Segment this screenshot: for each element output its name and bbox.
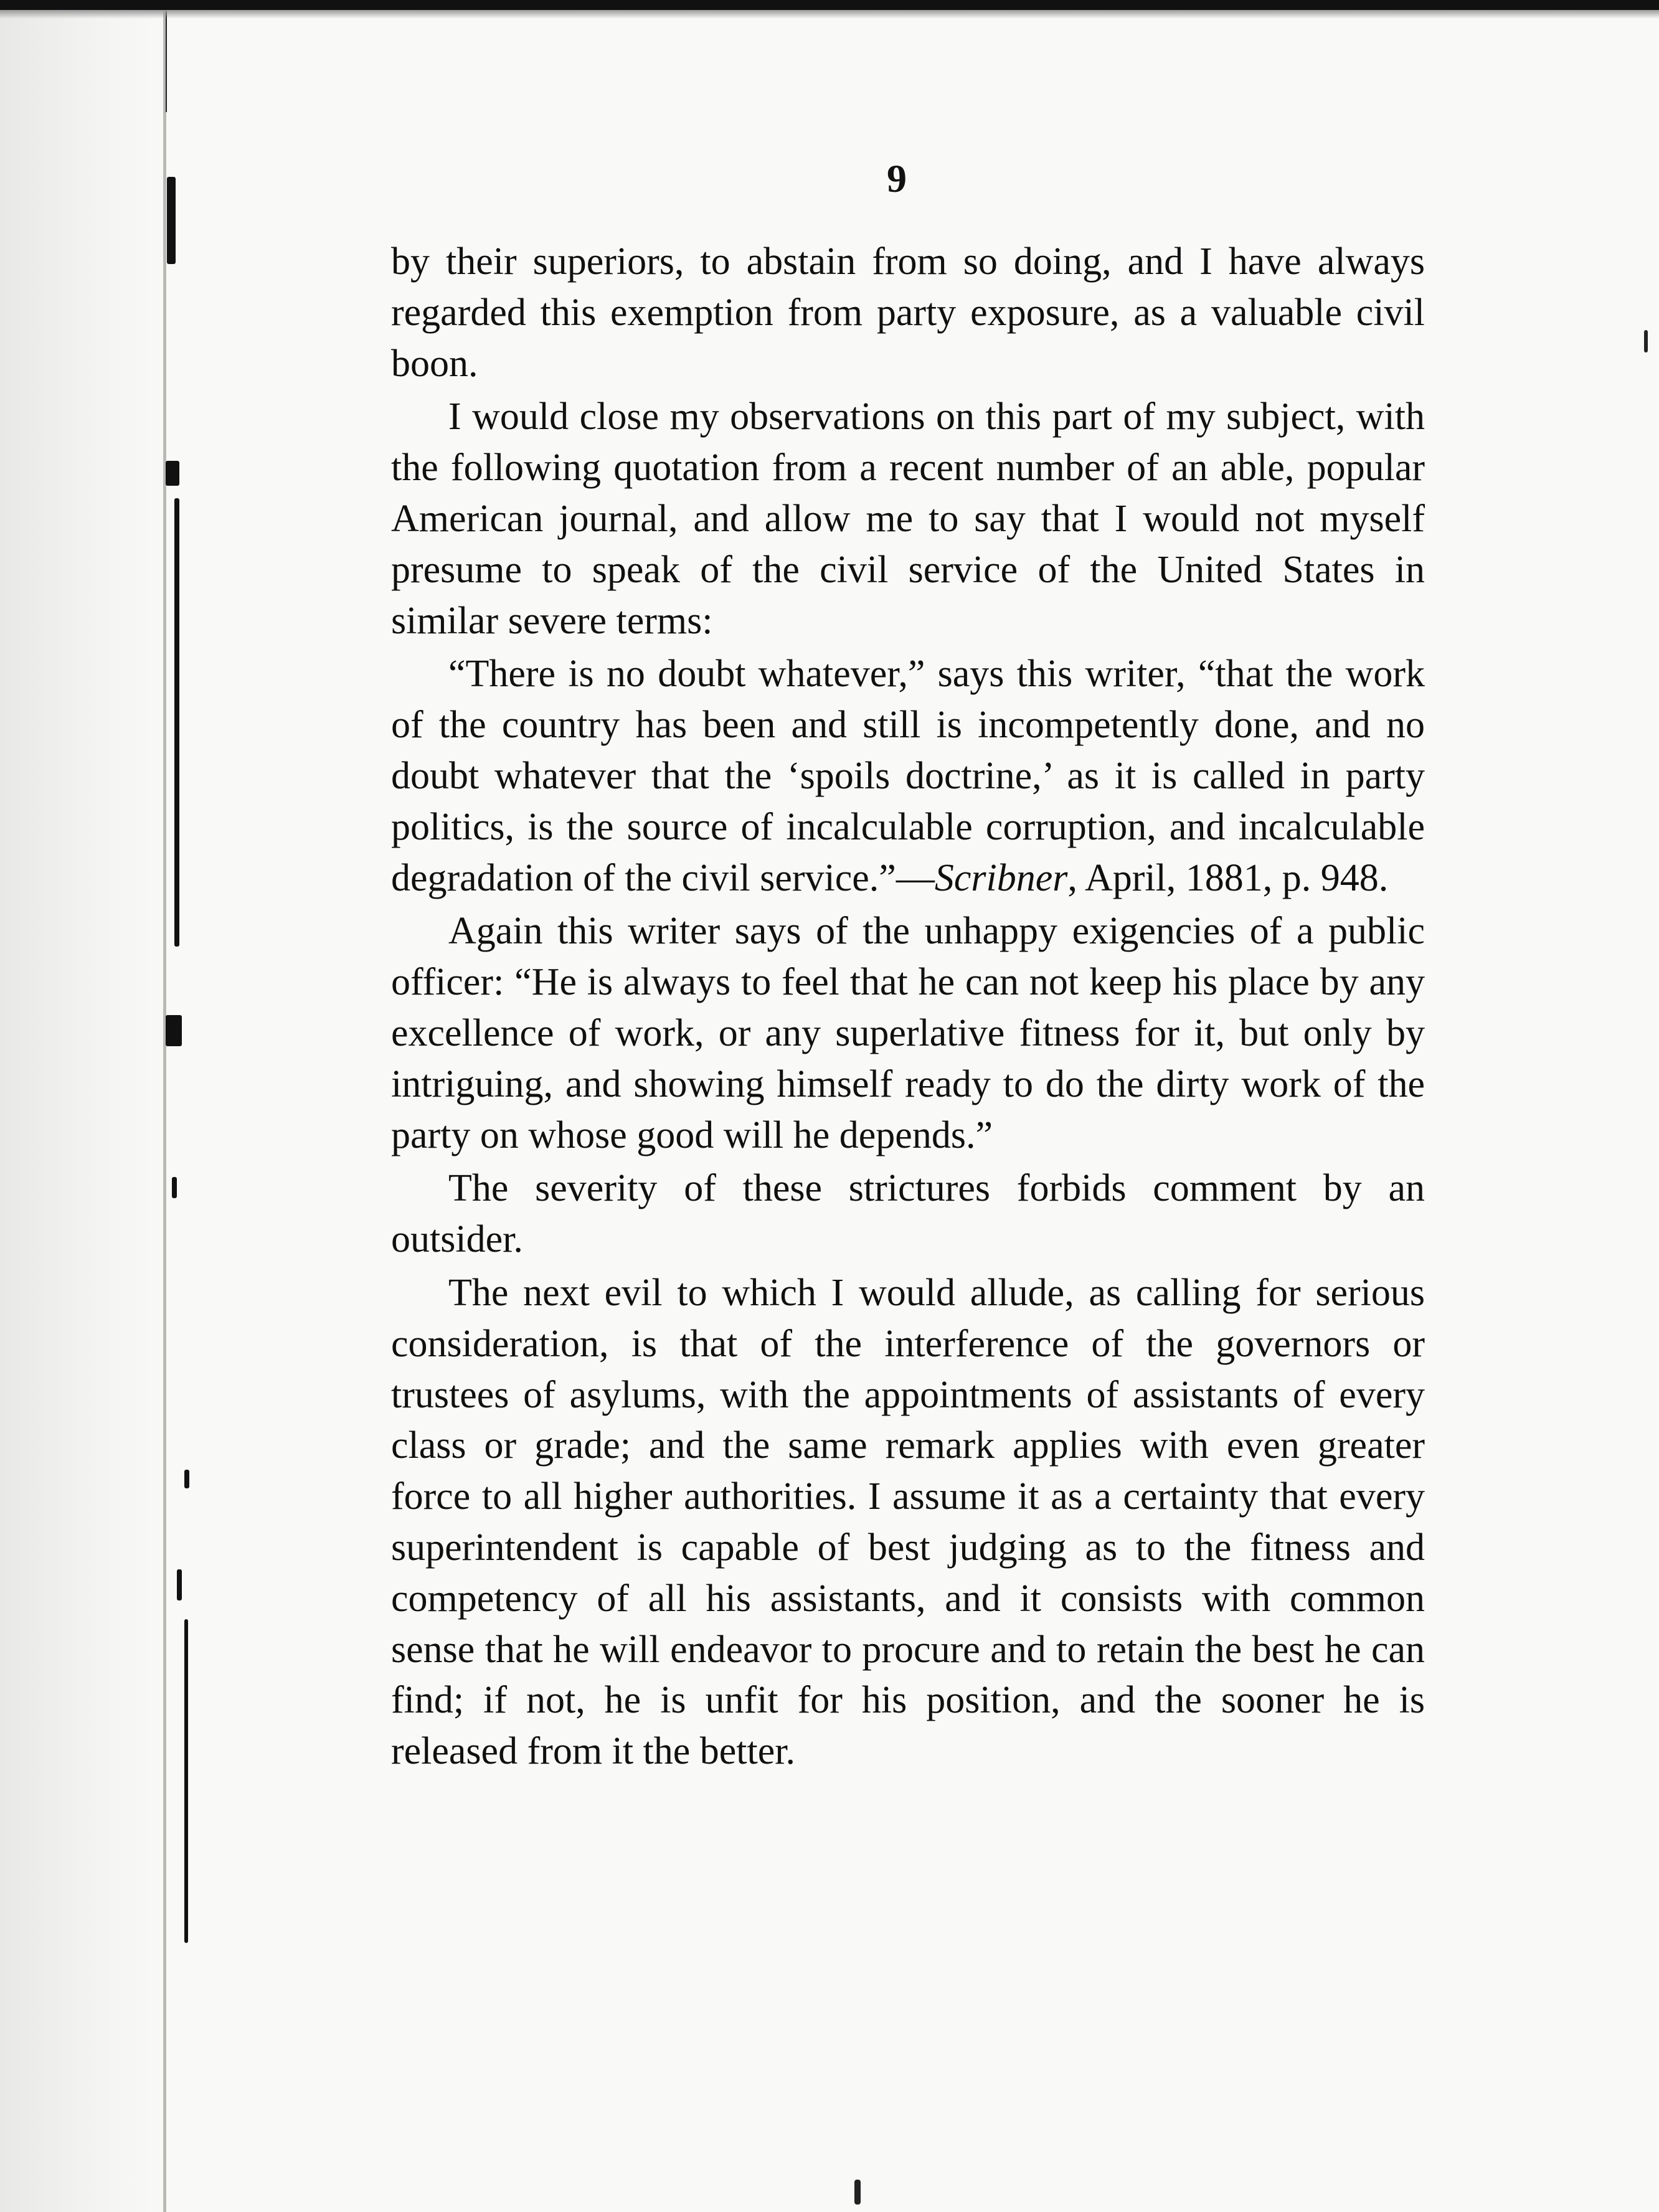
paragraph: I would close my observations on this part of my subject, with the following quotation from a recent number of an able, popular American journal, and allow me to say that I would not myself presume to speak of the civil service of the United States in similar severe terms: <box>391 395 1425 642</box>
binding-mark <box>177 1569 182 1600</box>
page-number: 9 <box>887 156 907 201</box>
binding-mark <box>166 1015 182 1046</box>
scan-speck <box>854 2180 861 2205</box>
binding-mark <box>172 1177 177 1198</box>
quotation-text: “There is no doubt whatever,” says this writer, “that the work of the country has been and still is incompetently done, and no doubt whatever that the ‘spoils doctrine,’ as it is called in party politics, is the source of incalculable corruption, and incalculable degradation of the civil service.”— <box>391 653 1425 899</box>
paragraph: by their superiors, to abstain from so doing, and I have always regarded this exemption from party exposure, as a valuable civil boon. <box>391 240 1425 385</box>
paragraph: The next evil to which I would allude, as calling for serious consideration, is that of the interference of the governors or trustees of asylums, with the appointments of assistants of every class or grade; and the same remark applies with even greater force to all higher authorities. I assume it as a certainty that every superintendent is capable of best judging as to the fitness and competency of all his assistants, and it consists with common sense that he will endeavor to procure and to retain the best he can find; if not, he is unfit for his position, and the sooner he is released from it the better. <box>391 1271 1425 1773</box>
binding-mark <box>184 1619 188 1943</box>
citation-source: Scribner <box>934 856 1068 899</box>
binding-mark <box>167 177 176 264</box>
binding-mark <box>184 1470 189 1488</box>
binding-fold-line <box>163 0 166 2212</box>
binding-gutter <box>0 0 168 2212</box>
paragraph: The severity of these strictures forbids comment by an outsider. <box>391 1167 1425 1261</box>
body-text <box>391 237 1425 1780</box>
binding-mark <box>166 461 179 486</box>
scan-top-shadow <box>0 10 1659 19</box>
citation-details: , April, 1881, p. 948. <box>1067 856 1389 899</box>
paragraph-with-citation <box>391 649 1425 904</box>
scan-speck <box>1644 330 1648 352</box>
scan-top-border <box>0 0 1659 10</box>
paragraph: Again this writer says of the unhappy exigencies of a public officer: “He is always to feel that he can not keep his place by any excellence of work, or any superlative fitness for it, but only by intriguing, and showing himself ready to do the dirty work of the party on whose good will he depends.” <box>391 910 1425 1156</box>
binding-mark <box>174 498 179 947</box>
